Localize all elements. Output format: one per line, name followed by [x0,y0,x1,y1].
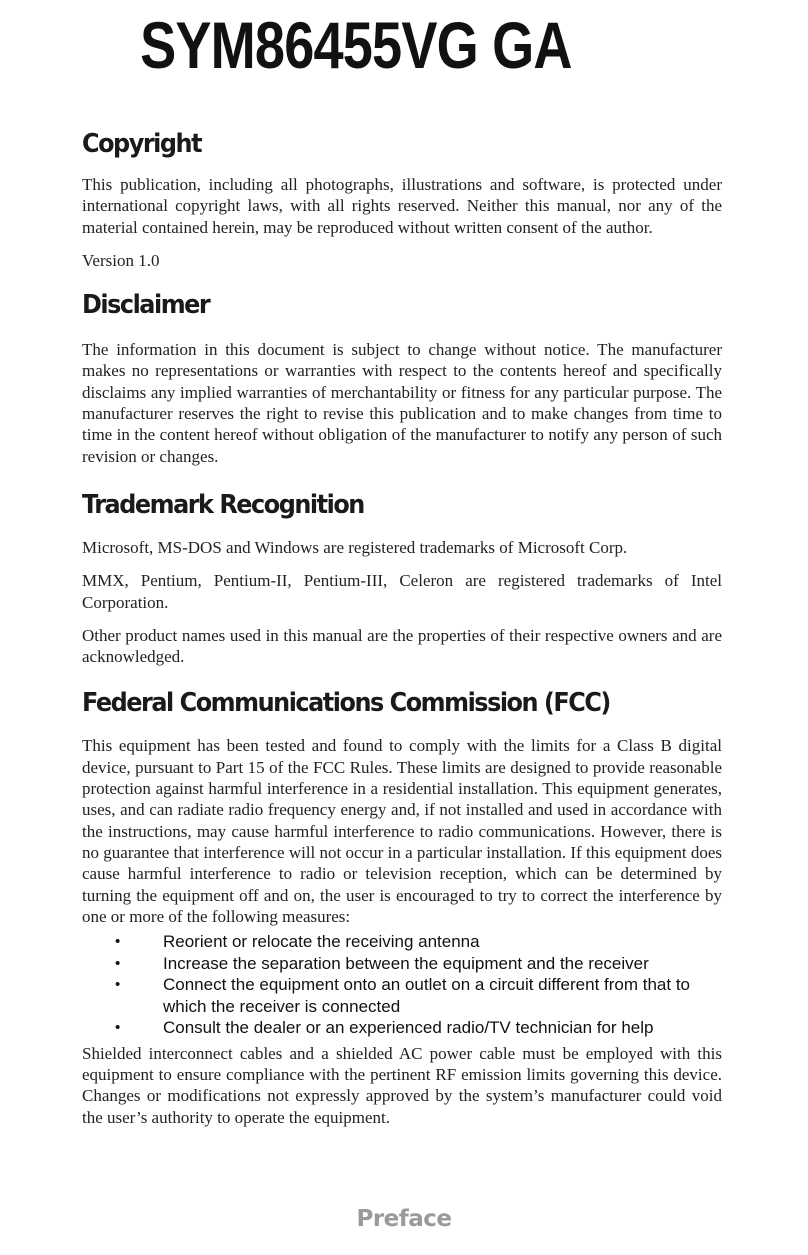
copyright-paragraph: This publication, including all photographs, illustrations and software, is protected under international copyright laws, with all rights reserved. Neither this manual, nor any of the material contained herein, may be reproduced without written consent of the author. [82,175,722,237]
bullet-icon: • [115,976,121,994]
bullet-icon: • [115,933,121,951]
fcc-measures-list [82,931,722,1039]
list-item [82,931,722,953]
list-item-text: Consult the dealer or an experienced radio/TV technician for help [163,1018,654,1038]
trademark-heading: Trademark Recognition [82,489,364,520]
bullet-icon: • [115,1019,121,1037]
trademark-paragraph: Microsoft, MS-DOS and Windows are registered trademarks of Microsoft Corp. [82,537,628,557]
list-item-text: Reorient or relocate the receiving antenna [163,932,480,952]
bullet-icon: • [115,954,121,972]
fcc-closing-paragraph: Shielded interconnect cables and a shielded AC power cable must be employed with this equipment to ensure compliance with the pertinent RF emission limits governing this device. Changes or modifications not expressly approved by the system’s manufacturer could void the user’s authority to operate the equipment. [82,1043,722,1127]
trademark-paragraph: Other product names used in this manual are the properties of their respective owners and are acknowledged. [82,625,722,667]
document-body [82,126,722,1140]
fcc-heading: Federal Communications Commission (FCC) [82,688,610,719]
disclaimer-heading: Disclaimer [82,290,210,321]
list-item [82,953,722,975]
disclaimer-paragraph: The information in this document is subject to change without notice. The manufacturer makes no representations or warranties with respect to the contents hereof and specifically disclaims any implied warranties of merchantability or fitness for any particular purpose. The manufacturer reserves the right to revise this publication and to make changes from time to time in the content hereof without obligation of the manufacturer to notify any person of such revision or changes. [82,340,722,466]
page-title: SYM86455VG GA [140,8,572,82]
version-text: Version 1.0 [82,250,160,270]
copyright-heading: Copyright [82,129,202,159]
trademark-section [82,487,722,667]
page-footer: Preface [356,1206,452,1232]
list-item-text: Increase the separation between the equipment and the receiver [163,953,649,973]
fcc-intro-paragraph: This equipment has been tested and found to comply with the limits for a Class B digital device, pursuant to Part 15 of the FCC Rules. These limits are designed to provide reasonable protection against harmful interference in a residential installation. This equipment generates, uses, and can radiate radio frequency energy and, if not installed and used in accordance with the instructions, may cause harmful interference to radio communications. However, there is no guarantee that interference will not occur in a particular installation. If this equipment does cause harmful interference to radio or television reception, which can be determined by turning the equipment off and on, the user is encouraged to try to correct the interference by one or more of the following measures: [82,736,722,926]
list-item-text: Connect the equipment onto an outlet on a circuit different from that to which the receiver is connected [163,975,691,1016]
list-item [82,1017,722,1039]
disclaimer-section [82,287,722,467]
trademark-paragraph: MMX, Pentium, Pentium-II, Pentium-III, Celeron are registered trademarks of Intel Corporation. [82,571,722,612]
fcc-section [82,685,722,1127]
copyright-section [82,126,722,271]
list-item [82,974,722,1017]
